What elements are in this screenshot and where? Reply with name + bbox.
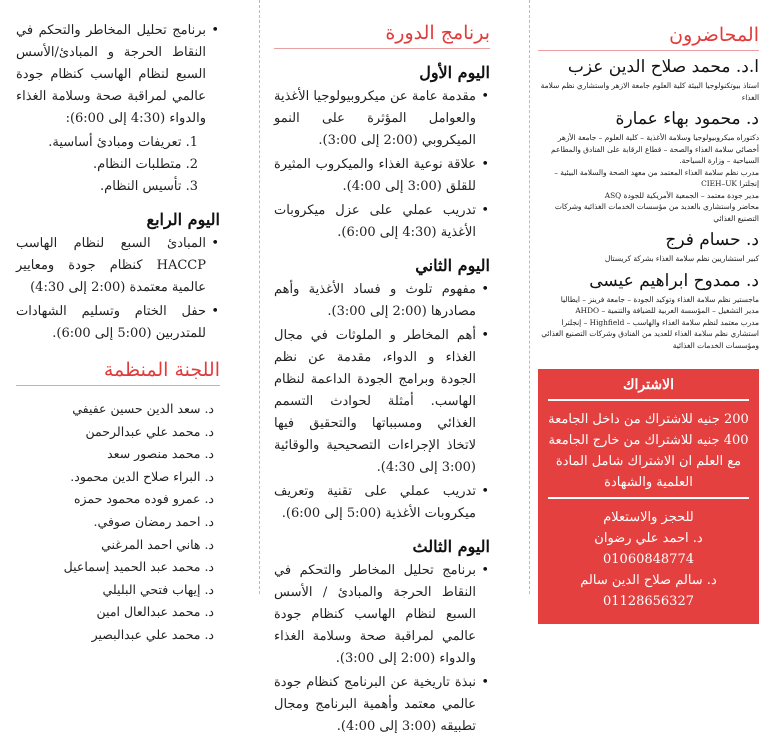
committee-member: د. عمرو فوده محمود حمزه (73, 491, 214, 507)
day-2-title: اليوم الثاني (415, 256, 490, 275)
list-item: • حفل الختام وتسليم الشهادات للمتدربين (5:00 إلى 6:00). (16, 301, 206, 345)
lecturer-bio-line: كبير استشاريين نظم سلامة الغذاء بشركة كريستال (604, 254, 759, 263)
list-item: • تدريب عملي على تقنية وتعريف ميكروبات الأغذية (5:00 إلى 6:00). (274, 481, 476, 525)
committee-member: د. هاني احمد المرغني (101, 536, 214, 552)
list-item: • تدريب عملي على عزل ميكروبات الأغذية (4:30 إلى 6:00). (274, 200, 476, 244)
numbered-sub-list (16, 132, 220, 198)
list-item: 3. تأسيس النظام. (100, 179, 198, 194)
committee-member: د. سعد الدين حسين عفيفي (72, 401, 214, 416)
list-item: 2. متطلبات النظام. (93, 157, 198, 172)
lecturer-1 (538, 57, 759, 103)
list-item: • أهم المخاطر و الملوثات في مجال الغذاء و الدواء، مقدمة عن نظم الجودة وبرامج الجودة الداعمة لنظام الهاسب. أمثلة لحوادث التسمم الغذائي ومسبباتها والتحقيق فيها لاتخاذ الإجراءات التصحيحية والوقائية (3:00 إلى 4:30). (274, 325, 476, 479)
list-item: • علاقة نوعية الغذاء والميكروب المثيرة للقلق (3:00 إلى 4:00). (274, 154, 476, 198)
committee-member: د. محمد علي عبدالرحمن (85, 423, 214, 439)
lecturer-3 (538, 230, 759, 265)
lecturer-bio-line: مدرب نظم سلامة الغذاء المعتمد من معهد الصحة والسلامة البيئية – إنجلترا CIEH–UK (554, 167, 759, 188)
subscription-price-outside: 400 جنيه للاشتراك من خارج الجامعة (548, 433, 749, 448)
lecturer-bio-line: استشاري نظم سلامة الغذاء للعديد من الفنادق وشركات التصنيع الغذائي ومؤسسات الخدمات الغذائية (541, 329, 759, 350)
lecturer-bio-line: مدرب معتمد لنظم سلامة الغذاء والهاسب – Highfield – إنجلترا (561, 317, 759, 327)
subscription-divider (548, 497, 749, 499)
list-item: 1. تعريفات ومبادئ أساسية. (48, 135, 198, 150)
lecturer-bio-line: استاذ بيوتكنولوجيا البيئة كلية العلوم جامعة الازهر واستشاري نظم سلامة الغذاء (540, 81, 759, 102)
day-3-title: اليوم الثالث (412, 537, 490, 556)
lecturer-name: د. محمود بهاء عمارة (615, 109, 759, 129)
lecturer-bio-line: محاضر واستشاري بالعديد من مؤسسات الخدمات الغذائية وشركات التصنيع الغذائي (554, 202, 759, 223)
committee-list (16, 398, 220, 647)
subscription-divider (548, 399, 749, 401)
list-item: • برنامج تحليل المخاطر والتحكم في النقاط الحرجة و المبادئ/الأسس السبع لنظام الهاسب كنظام جودة عالمي لمراقبة صحة وسلامة الغذاء والدواء (4:30 إلى 6:00): (16, 20, 206, 130)
committee-member: د. احمد رمضان صوفي. (93, 513, 214, 529)
lecturer-bio-line: دكتوراه ميكروبيولوجيا وسلامة الأغذية – كلية العلوم – جامعة الأزهر (557, 133, 759, 142)
lecturer-4 (538, 271, 759, 352)
lecturer-name: د. حسام فرج (665, 230, 759, 250)
lecturers-panel (520, 0, 779, 609)
lecturer-name: د. ممدوح ابراهيم عيسى (589, 270, 759, 291)
lecturer-bio-line: مدير جودة معتمد – الجمعية الأمريكية للجودة ASQ (604, 190, 759, 200)
committee-member: د. إيهاب فتحي البليلي (102, 581, 214, 597)
lecturer-bio-line: ماجستير نظم سلامة الغذاء وتوكيد الجودة – جامعة فرينز – ايطاليا (560, 294, 759, 304)
list-item: • برنامج تحليل المخاطر والتحكم في النقاط الحرجة والمبادئ / الأسس السبع لنظام الهاسب كنظام جودة عالمي لمراقبة صحة وسلامة الغذاء والدواء (2:00 إلى 3:00). (274, 560, 476, 670)
committee-member: د. محمد عبد الحميد إسماعيل (63, 559, 214, 575)
day-2-list (274, 279, 490, 525)
contact-phone[interactable]: د. احمد علي رضوان 01060848774 (594, 531, 703, 567)
list-item: • مقدمة عامة عن ميكروبيولوجيا الأغذية والعوامل المؤثرة على النمو الميكروبي (2:00 إلى 3:00). (274, 86, 476, 152)
list-item: • مفهوم تلوث و فساد الأغذية وأهم مصادرها (2:00 إلى 3:00). (274, 279, 476, 323)
lecturer-bio-line: أخصائي سلامة الغذاء والصحة – قطاع الرقابة على الفنادق والمطاعم السياحية – وزارة السياحة. (551, 144, 759, 165)
committee-member: د. محمد عبدالعال امين (96, 604, 214, 620)
list-item: • نبذة تاريخية عن البرنامج كنظام جودة عالمي معتمد وأهمية البرنامج ومجال تطبيقه (3:00 إلى 4:00). (274, 672, 476, 738)
subscription-box (538, 369, 759, 624)
contact-title: للحجز والاستعلام (603, 510, 694, 525)
committee-member: د. محمد علي عبدالبصير (91, 626, 214, 642)
lecturer-2 (538, 109, 759, 224)
committee-heading: اللجنة المنظمة (16, 359, 220, 386)
list-item: • المبادئ السبع لنظام الهاسب HACCP كنظام جودة ومعايير عالمية معتمدة (2:00 إلى 4:30) (16, 233, 206, 299)
subscription-note: مع العلم ان الاشتراك شامل المادة العلمية والشهادة (555, 454, 742, 490)
program-heading: برنامج الدورة (274, 22, 490, 49)
day-4-title: اليوم الرابع (146, 210, 220, 229)
committee-panel (0, 0, 250, 642)
day-1-list (274, 86, 490, 244)
committee-member: د. البراء صلاح الدين محمود. (70, 468, 214, 484)
lecturer-bio-line: مدير التشغيل – المؤسسة العربية للضيافة والتنمية – AHDO (575, 306, 759, 315)
day-4-list (16, 233, 220, 345)
lecturer-name: ا.د. محمد صلاح الدين عزب (567, 57, 759, 77)
lecturers-heading: المحاضرون (538, 24, 759, 51)
subscription-price-inside: 200 جنيه للاشتراك من داخل الجامعة (548, 412, 749, 427)
day-3-list (274, 560, 490, 738)
day-1-title: اليوم الأول (419, 63, 490, 82)
subscription-title: الاشتراك (623, 377, 674, 393)
program-panel (250, 0, 520, 734)
contact-phone[interactable]: د. سالم صلاح الدين سالم 01128656327 (580, 573, 717, 609)
day-3-continued-list (16, 20, 220, 130)
committee-member: د. محمد منصور سعد (107, 446, 214, 462)
